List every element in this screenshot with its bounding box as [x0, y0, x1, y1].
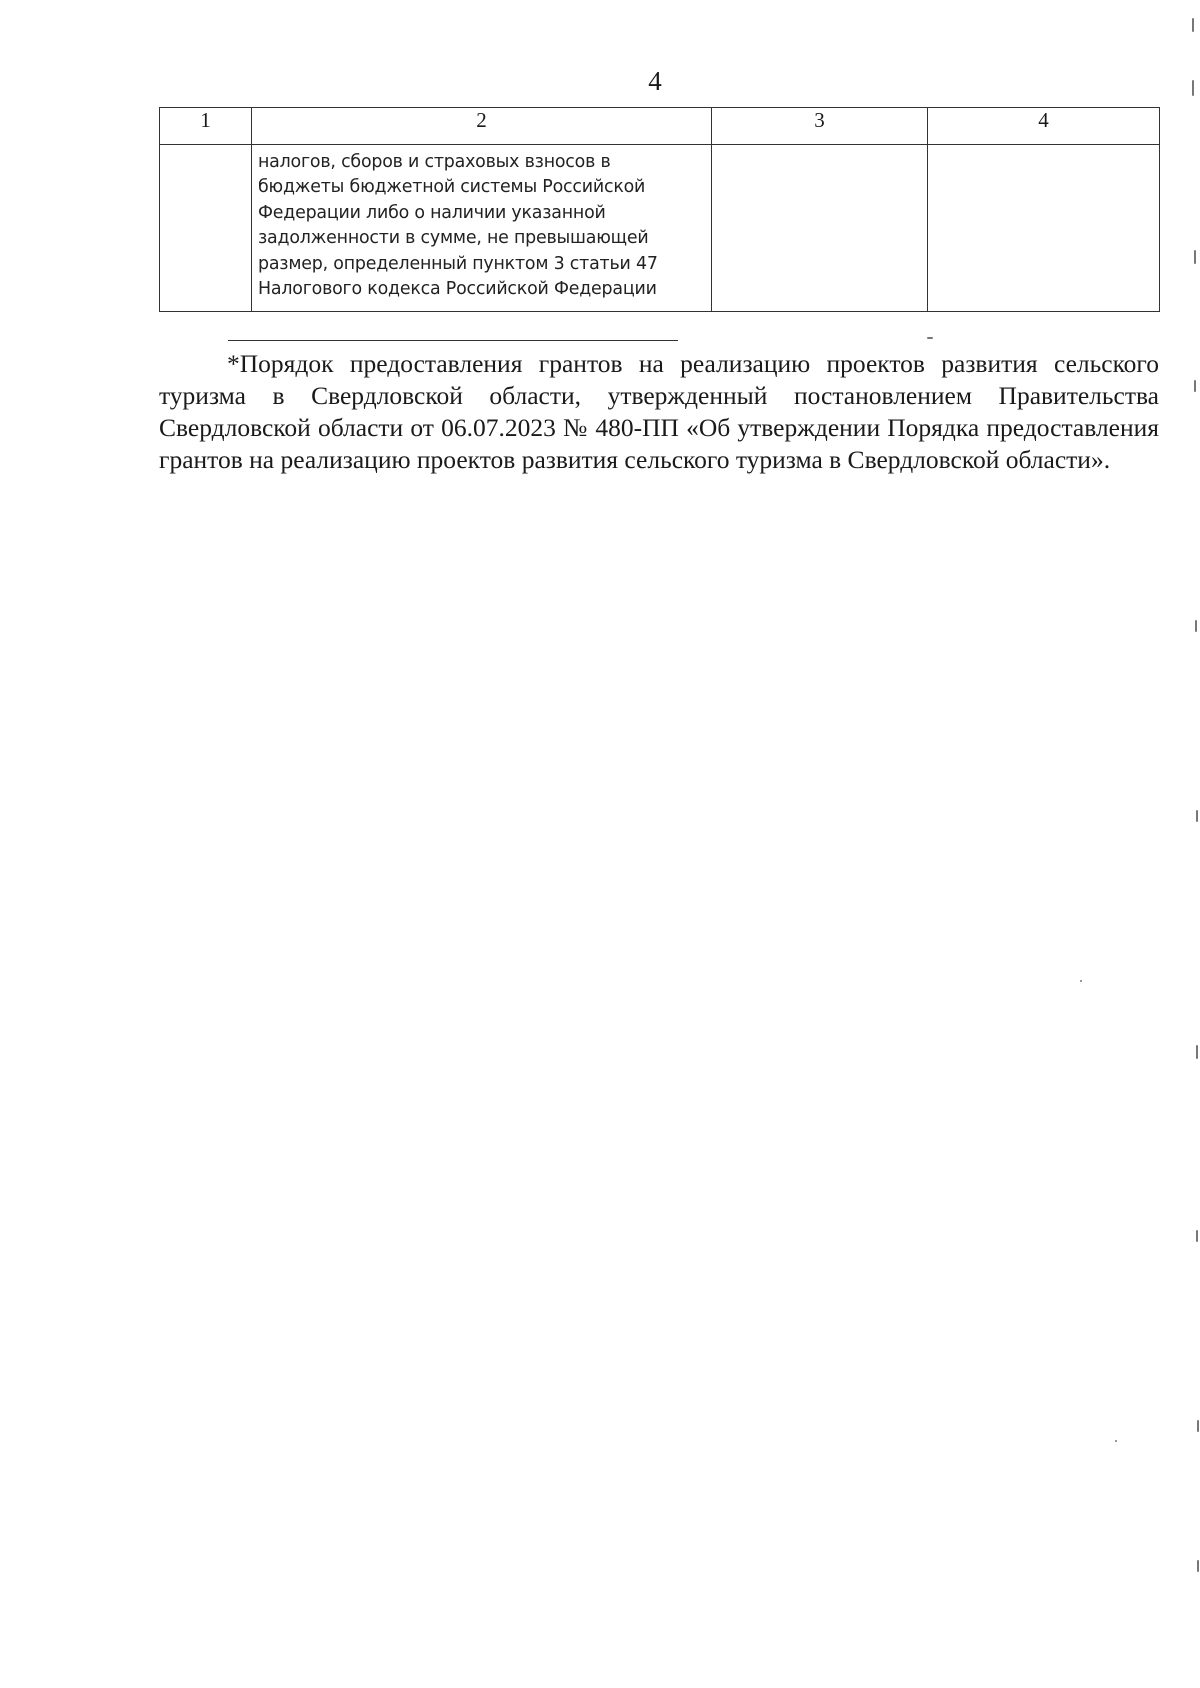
footnote-separator	[228, 340, 678, 341]
scan-speck	[1195, 620, 1197, 632]
table-cell-col-1	[160, 145, 252, 312]
scan-speck	[1197, 1560, 1199, 1572]
table-cell-col-2	[252, 145, 712, 312]
page-number: 4	[648, 66, 662, 96]
table-header-col-3: 3	[712, 108, 928, 145]
footnote-text: *Порядок предоставления грантов на реализацию проектов развития сельского туризма в Свердловской области, утвержденный постановлением Правительства Свердловской области от 06.07.2023 № 480-ПП «Об утверждении Порядка предоставления грантов на реализацию проектов развития сельского туризма в Свердловской области».	[159, 349, 1159, 474]
scan-speck	[1192, 18, 1194, 32]
table-header-col-4: 4	[928, 108, 1160, 145]
table-header-col-1: 1	[160, 108, 252, 145]
scan-speck	[1115, 1440, 1117, 1442]
requirement-text: налогов, сборов и страховых взносов в бюджеты бюджетной системы Российской Федерации либо о наличии указанной задолженности в сумме, не превышающей размер, определенный пунктом 3 статьи 47 Налогового кодекса Российской Федерации	[258, 152, 658, 300]
scan-speck	[1196, 1045, 1198, 1059]
scan-speck	[1192, 80, 1194, 96]
scan-speck	[927, 337, 933, 339]
document-table	[159, 107, 1160, 312]
table-header-row	[160, 108, 1160, 145]
table-row	[160, 145, 1160, 312]
scan-speck	[1194, 380, 1196, 392]
table-cell-col-3	[712, 145, 928, 312]
scan-speck	[1197, 1420, 1199, 1432]
scan-speck	[1194, 250, 1196, 264]
scan-speck	[1080, 980, 1082, 982]
scan-speck	[1196, 1230, 1198, 1242]
table-cell-col-4	[928, 145, 1160, 312]
scan-speck	[1196, 810, 1198, 822]
table-header-col-2: 2	[252, 108, 712, 145]
